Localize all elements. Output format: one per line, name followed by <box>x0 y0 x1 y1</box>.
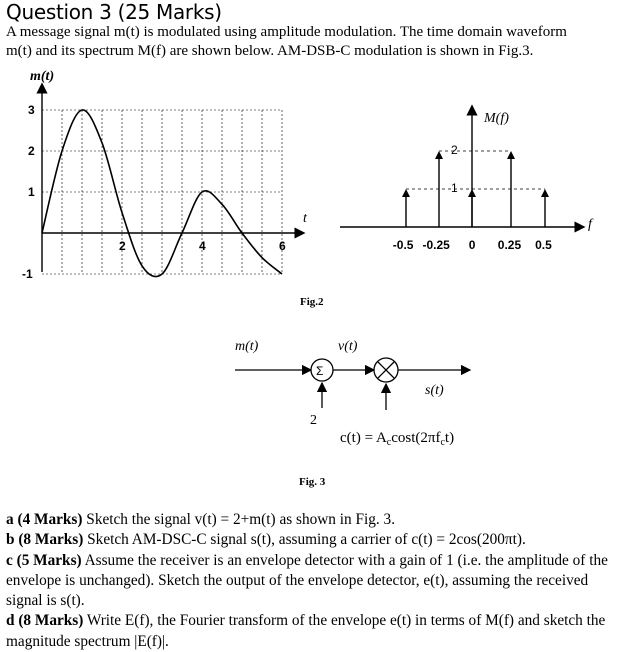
mf-x-ticks <box>393 238 552 252</box>
mt-x-ticks <box>119 239 286 253</box>
mf-x-tick: 0.25 <box>497 238 522 252</box>
part-b-label: b (8 Marks) <box>6 531 84 549</box>
mt-time-plot <box>0 60 320 325</box>
carrier-part-3: t) <box>444 430 455 446</box>
mt-y-tick: -1 <box>22 267 33 281</box>
question-part-a <box>6 510 624 530</box>
question-intro <box>6 23 621 61</box>
intro-line-2: m(t) and its spectrum M(f) are shown below. AM-DSB-C modulation is shown in Fig.3. <box>6 43 534 59</box>
question-part-d <box>6 611 624 652</box>
part-d-text: Write E(f), the Fourier transform of the envelope e(t) in terms of M(f) and sketch the magnitude spectrum |E(f)|. <box>6 612 606 650</box>
mt-ylabel: m(t) <box>30 69 55 84</box>
intro-line-1: A message signal m(t) is modulated using amplitude modulation. The time domain waveform <box>6 24 567 40</box>
carrier-sub-1: c <box>386 437 392 448</box>
mf-impulse-head <box>541 189 549 197</box>
mt-y-ticks <box>22 103 35 281</box>
question-part-b <box>6 530 624 550</box>
mt-y-tick: 1 <box>28 185 35 199</box>
fig3-input-label: m(t) <box>235 339 259 354</box>
fig3-block-diagram <box>220 330 520 455</box>
mf-level-dashes <box>406 151 545 189</box>
mt-y-tick: 2 <box>28 144 35 158</box>
mf-x-tick: 0 <box>468 238 476 252</box>
mf-x-tick: 0.5 <box>535 238 552 252</box>
fig2-caption: Fig.2 <box>300 296 324 308</box>
part-b-text: Sketch AM-DSC-C signal s(t), assuming a carrier of c(t) = 2cos(200πt). <box>83 531 526 549</box>
summer-sigma: Σ <box>316 364 324 378</box>
mf-spectrum-plot <box>330 90 620 260</box>
mf-xlabel: f <box>588 217 592 232</box>
question-parts <box>6 510 624 652</box>
fig3-dc-label: 2 <box>310 413 317 428</box>
part-d-label: d (8 Marks) <box>6 612 84 630</box>
mf-ylabel: M(f) <box>484 111 509 126</box>
part-c-label: c (5 Marks) <box>6 551 82 569</box>
part-c-text: Assume the receiver is an envelope detector with a gain of 1 (i.e. the amplitude of the envelope is unchanged). Sketch the output of the envelope detector, e(t), assuming the received signal is s(t). <box>6 551 608 610</box>
part-a-text: Sketch the signal v(t) = 2+m(t) as shown in Fig. 3. <box>82 511 396 528</box>
question-part-c <box>6 551 624 612</box>
mf-x-tick: -0.25 <box>422 238 450 252</box>
mf-impulse-label-1: 1 <box>451 181 458 195</box>
mf-impulse-head <box>435 151 443 159</box>
mt-x-tick: 4 <box>199 239 206 253</box>
mf-impulse-label-2: 2 <box>451 143 458 157</box>
fig3-v-label: v(t) <box>338 339 358 354</box>
question-title: Question 3 (25 Marks) <box>6 0 222 24</box>
mt-x-tick: 2 <box>119 239 126 253</box>
fig3-carrier-label <box>340 430 454 448</box>
mf-x-tick: -0.5 <box>392 238 414 252</box>
fig3-output-label: s(t) <box>425 383 444 398</box>
mf-impulse-head <box>468 189 476 197</box>
mt-xlabel: t <box>303 211 307 226</box>
fig3-caption: Fig. 3 <box>299 476 326 488</box>
mt-grid <box>42 110 282 274</box>
mf-impulse-head <box>402 189 410 197</box>
carrier-part-2: cost(2πf <box>391 430 441 446</box>
mt-x-tick: 6 <box>279 239 286 253</box>
carrier-part-1: c(t) = A <box>340 430 387 446</box>
mf-impulse-head <box>507 151 515 159</box>
mt-y-tick: 3 <box>28 103 35 117</box>
part-a-label: a (4 Marks) <box>6 511 83 528</box>
carrier-sub-2: c <box>440 437 445 448</box>
